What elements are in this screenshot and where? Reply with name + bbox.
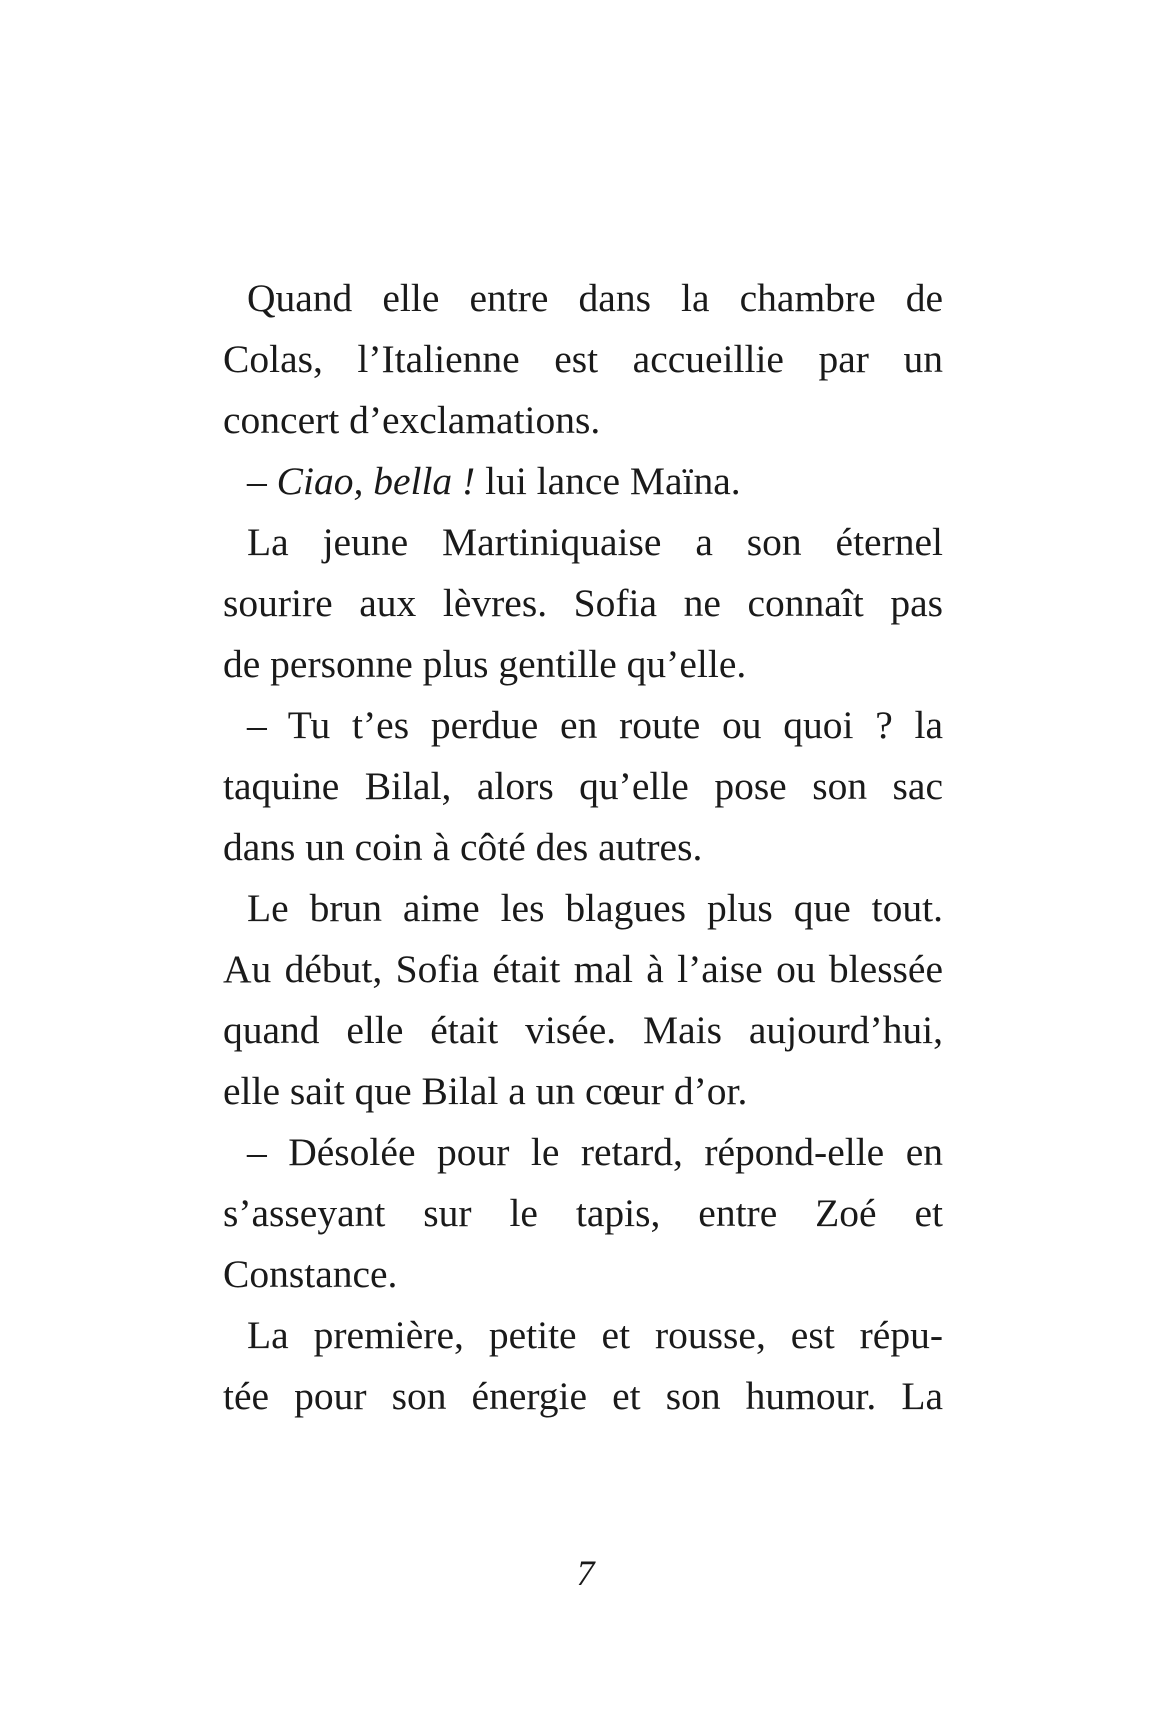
text-span: – bbox=[247, 459, 277, 503]
text-line: Colas, l’Italienne est accueillie par un bbox=[223, 337, 943, 381]
page-number: 7 bbox=[576, 1553, 595, 1593]
text-span: lui lance Maïna. bbox=[475, 459, 741, 503]
text-line: sourire aux lèvres. Sofia ne connaît pas bbox=[223, 581, 943, 625]
text-line: Au début, Sofia était mal à l’aise ou blessée bbox=[223, 947, 943, 991]
text-line: taquine Bilal, alors qu’elle pose son sac bbox=[223, 764, 943, 808]
text-line: Quand elle entre dans la chambre de bbox=[247, 276, 943, 320]
text-line: de personne plus gentille qu’elle. bbox=[223, 642, 747, 686]
text-line: elle sait que Bilal a un cœur d’or. bbox=[223, 1069, 748, 1113]
text-line bbox=[223, 451, 943, 512]
text-line: – Désolée pour le retard, répond-elle en bbox=[247, 1130, 943, 1174]
text-line: Le brun aime les blagues plus que tout. bbox=[247, 886, 943, 930]
text-line: concert d’exclamations. bbox=[223, 398, 601, 442]
text-line: La première, petite et rousse, est répu- bbox=[247, 1313, 943, 1357]
italic-span: Ciao, bella ! bbox=[276, 459, 476, 503]
text-line: Constance. bbox=[223, 1252, 398, 1296]
text-line: tée pour son énergie et son humour. La bbox=[223, 1374, 943, 1418]
text-line: quand elle était visée. Mais aujourd’hui, bbox=[223, 1008, 943, 1052]
text-line: – Tu t’es perdue en route ou quoi ? la bbox=[247, 703, 943, 747]
body-text bbox=[223, 268, 943, 1427]
text-line: s’asseyant sur le tapis, entre Zoé et bbox=[223, 1191, 943, 1235]
text-line: La jeune Martiniquaise a son éternel bbox=[247, 520, 943, 564]
text-line: dans un coin à côté des autres. bbox=[223, 825, 703, 869]
